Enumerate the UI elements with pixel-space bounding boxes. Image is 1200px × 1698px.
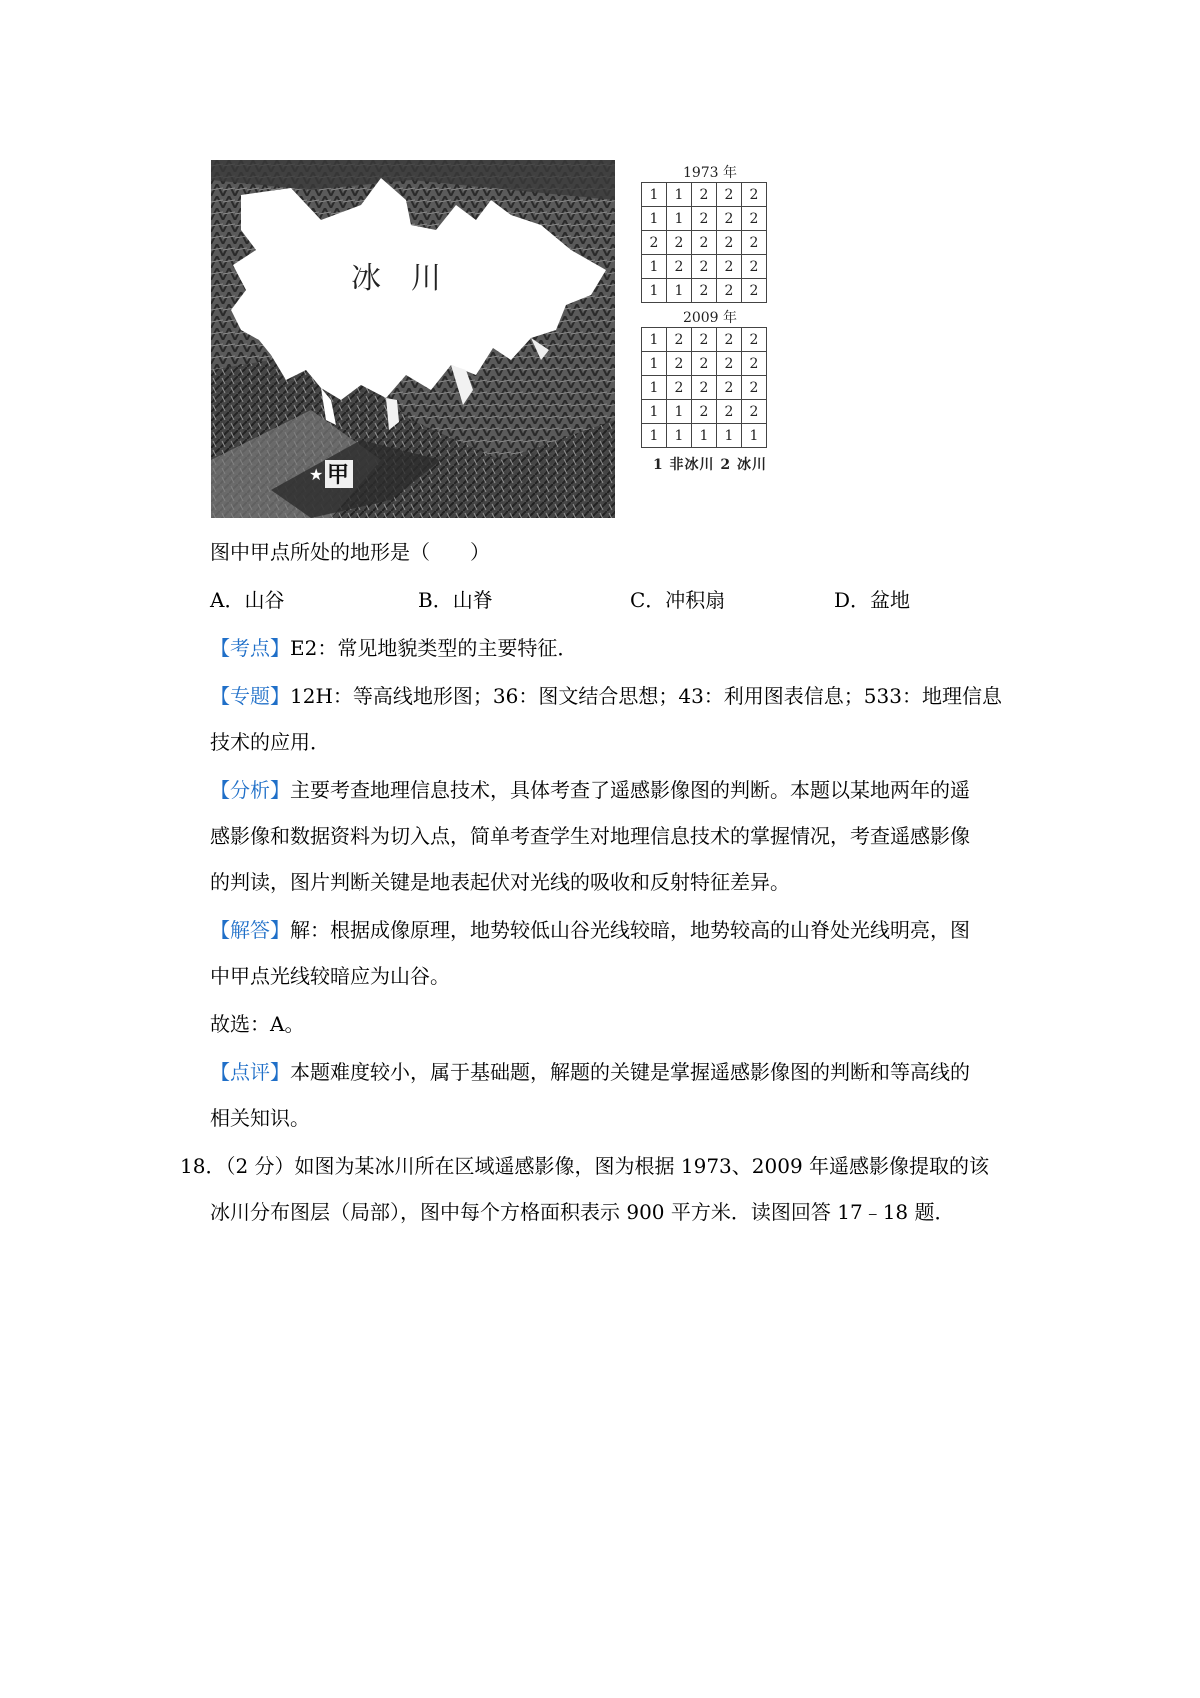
grid-1973 [641,182,767,303]
grid-cell: 1 [667,183,692,207]
star-icon: ★ [309,465,324,484]
grid-cell: 2 [692,279,717,303]
grid-cell: 2 [667,352,692,376]
glacier-label: 冰 川 [351,261,441,296]
grid-cell: 2 [692,376,717,400]
grid-cell: 2 [667,376,692,400]
zhuanti-line-1 [210,682,1002,710]
q18-line-1: 18．（2 分）如图为某冰川所在区域遥感影像，图为根据 1973、2009 年遥感影像提取的该 [180,1154,990,1178]
dianping-tag: 【点评】 [210,1060,290,1084]
grid-cell: 2 [667,231,692,255]
grid-cell: 2 [717,400,742,424]
glacier-grid-layers [640,164,780,474]
grid-cell: 1 [717,424,742,448]
zhuanti-line-2: 技术的应用． [210,730,330,754]
grid-cell: 1 [642,207,667,231]
grid-cell: 2 [692,352,717,376]
kaodian-text: E2：常见地貌类型的主要特征． [290,636,578,660]
jieda-text-1: 解：根据成像原理，地势较低山谷光线较暗，地势较高的山脊处光线明亮，图 [290,918,970,942]
point-jia-marker [309,460,353,488]
fenxi-line-3: 的判读，图片判断关键是地表起伏对光线的吸收和反射特征差异。 [210,870,790,894]
grid-row [642,255,767,279]
grid-row [642,328,767,352]
jieda-line-3: 故选：A。 [210,1012,305,1036]
grid-cell: 2 [742,279,767,303]
grid-legend: 1 非冰川 2 冰川 [652,457,768,473]
grid-cell: 2 [667,255,692,279]
satellite-image [211,160,615,518]
grid-cell: 2 [692,183,717,207]
grid-cell: 2 [692,255,717,279]
grid-row [642,376,767,400]
grid-row [642,352,767,376]
grid-cell: 2 [667,328,692,352]
grid-cell: 1 [642,376,667,400]
fenxi-line-1 [210,776,970,804]
option-a: A．山谷 [210,588,285,612]
grid-cell: 2 [692,328,717,352]
grid-cell: 1 [642,352,667,376]
grid-cell: 2 [692,231,717,255]
grid-cell: 1 [642,183,667,207]
jieda-line-1 [210,916,970,944]
grid-cell: 2 [717,183,742,207]
jieda-tag: 【解答】 [210,918,290,942]
grid-2009 [641,327,767,448]
q18-line-2: 冰川分布图层（局部），图中每个方格面积表示 900 平方米．读图回答 17﹣18 题． [210,1200,955,1224]
grid-2009-year: 2009 年 [682,310,738,326]
grid-row [642,183,767,207]
dianping-text-1: 本题难度较小，属于基础题，解题的关键是掌握遥感影像图的判断和等高线的 [290,1060,970,1084]
option-d: D．盆地 [834,588,911,612]
grid-cell: 1 [642,255,667,279]
grid-cell: 2 [717,352,742,376]
grid-cell: 1 [642,424,667,448]
grid-cell: 1 [742,424,767,448]
grid-cell: 2 [642,231,667,255]
grid-cell: 2 [717,207,742,231]
jieda-line-2: 中甲点光线较暗应为山谷。 [210,964,450,988]
grid-cell: 1 [667,207,692,231]
grid-row [642,400,767,424]
grid-cell: 2 [717,279,742,303]
grid-cell: 1 [642,279,667,303]
grid-cell: 2 [742,207,767,231]
point-label: 甲 [327,463,350,488]
option-c: C．冲积扇 [630,588,726,612]
dianping-line-2: 相关知识。 [210,1106,310,1130]
grid-cell: 1 [667,279,692,303]
grid-row [642,424,767,448]
grid-cell: 2 [692,207,717,231]
satellite-terrain [211,160,615,518]
grid-cell: 1 [667,424,692,448]
grid-1973-year: 1973 年 [682,165,738,181]
grid-cell: 2 [717,328,742,352]
kaodian-tag: 【考点】 [210,636,290,660]
grid-cell: 2 [742,183,767,207]
grid-cell: 2 [742,352,767,376]
question-stem: 图中甲点所处的地形是（ ） [210,540,490,564]
fenxi-tag: 【分析】 [210,778,290,802]
grid-cell: 2 [742,328,767,352]
zhuanti-text-1: 12H：等高线地形图；36：图文结合思想；43：利用图表信息；533：地理信息 [290,684,1002,708]
zhuanti-tag: 【专题】 [210,684,290,708]
grid-cell: 1 [642,400,667,424]
grid-cell: 2 [717,376,742,400]
grid-cell: 2 [692,400,717,424]
grid-cell: 2 [742,255,767,279]
kaodian-line [210,634,577,662]
option-b: B．山脊 [418,588,493,612]
grid-cell: 1 [667,400,692,424]
grid-cell: 2 [742,376,767,400]
grid-cell: 2 [742,231,767,255]
grid-row [642,231,767,255]
grid-cell: 2 [717,231,742,255]
grid-cell: 2 [742,400,767,424]
grid-cell: 1 [692,424,717,448]
fenxi-line-2: 感影像和数据资料为切入点，简单考查学生对地理信息技术的掌握情况，考查遥感影像 [210,824,970,848]
grid-row [642,207,767,231]
fenxi-text-1: 主要考查地理信息技术，具体考查了遥感影像图的判断。本题以某地两年的遥 [290,778,970,802]
grid-cell: 2 [717,255,742,279]
grid-cell: 1 [642,328,667,352]
dianping-line-1 [210,1058,970,1086]
grid-row [642,279,767,303]
